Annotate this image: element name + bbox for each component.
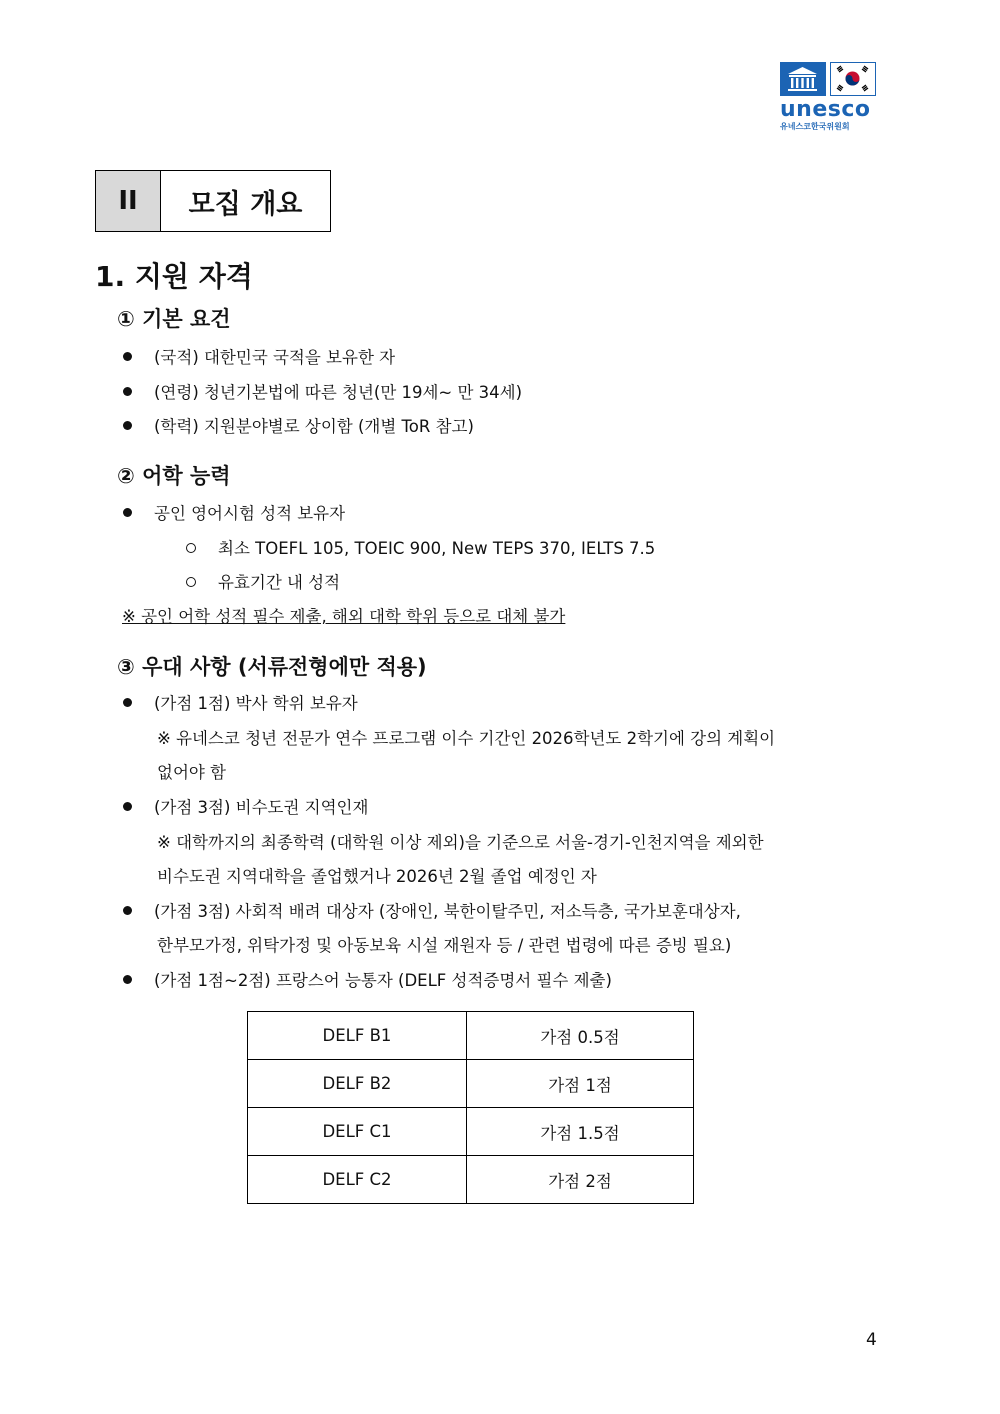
table-cell: 가점 0.5점: [467, 1012, 694, 1060]
section-title: 모집 개요: [188, 188, 303, 220]
sub-list-item: [186, 535, 655, 559]
list-item: [123, 967, 612, 991]
bullet-icon: [123, 421, 132, 430]
list-item: [123, 794, 368, 818]
bullet-icon: [123, 975, 132, 984]
bullet-icon: [123, 906, 132, 915]
circle-bullet-icon: [186, 543, 196, 553]
sub-list-item-text: 최소 TOEFL 105, TOEIC 900, New TEPS 370, IELTS 7.5: [218, 539, 656, 558]
bullet-icon: [123, 352, 132, 361]
list-item: [123, 690, 358, 714]
table-row: [248, 1108, 694, 1156]
table-row: [248, 1156, 694, 1204]
list-item-text: (국적) 대한민국 국적을 보유한 자: [154, 348, 396, 367]
section-header: [95, 170, 331, 232]
note-line: ※ 대학까지의 최종학력 (대학원 이상 제외)을 기준으로 서울-경기-인천지역을 제외한: [157, 833, 764, 852]
note-line: 한부모가정, 위탁가정 및 아동보육 시설 재원자 등 / 관련 법령에 따른 증빙 필요): [157, 936, 732, 955]
sub-list-item: [186, 569, 340, 593]
note-line: 없어야 함: [157, 763, 227, 782]
bullet-icon: [123, 508, 132, 517]
list-item-text: (학력) 지원분야별로 상이함 (개별 ToR 참고): [154, 417, 474, 436]
list-item-text: (가점 3점) 비수도권 지역인재: [154, 798, 369, 817]
table-row: [248, 1060, 694, 1108]
unesco-temple-icon: [780, 62, 826, 96]
list-item: [123, 344, 395, 368]
circle-bullet-icon: [186, 577, 196, 587]
note-line: ※ 유네스코 청년 전문가 연수 프로그램 이수 기간인 2026학년도 2학기에 강의 계획이: [157, 729, 776, 748]
logo-wordmark: unesco: [780, 97, 871, 122]
korea-flag-icon: [830, 62, 876, 96]
bullet-icon: [123, 387, 132, 396]
list-item-text: (연령) 청년기본법에 따른 청년(만 19세~ 만 34세): [154, 383, 523, 402]
heading-language: ② 어학 능력: [117, 464, 231, 488]
language-note: ※ 공인 어학 성적 필수 제출, 해외 대학 학위 등으로 대체 불가: [122, 607, 566, 626]
heading-basic-requirements: ① 기본 요건: [117, 307, 231, 331]
table-cell: 가점 1점: [467, 1060, 694, 1108]
list-item: [123, 413, 474, 437]
unesco-logo: [780, 62, 876, 132]
logo-subtitle: 유네스코한국위원회: [780, 122, 850, 131]
note-line: 비수도권 지역대학을 졸업했거나 2026년 2월 졸업 예정인 자: [157, 867, 597, 886]
delf-table: [247, 1011, 694, 1204]
sub-list-item-text: 유효기간 내 성적: [218, 573, 341, 592]
bullet-icon: [123, 698, 132, 707]
table-cell: DELF B2: [248, 1060, 467, 1108]
list-item-text: (가점 1점~2점) 프랑스어 능통자 (DELF 성적증명서 필수 제출): [154, 971, 612, 990]
table-cell: 가점 1.5점: [467, 1108, 694, 1156]
list-item-text: 공인 영어시험 성적 보유자: [154, 504, 346, 523]
list-item: [123, 379, 522, 403]
table-cell: DELF C2: [248, 1156, 467, 1204]
list-item: [123, 898, 741, 922]
table-cell: DELF B1: [248, 1012, 467, 1060]
bullet-icon: [123, 802, 132, 811]
table-cell: DELF C1: [248, 1108, 467, 1156]
section-number: II: [96, 171, 161, 231]
table-cell: 가점 2점: [467, 1156, 694, 1204]
heading-eligibility: 1. 지원 자격: [95, 260, 253, 293]
list-item: [123, 500, 345, 524]
list-item-text: (가점 1점) 박사 학위 보유자: [154, 694, 358, 713]
heading-bonus: ③ 우대 사항 (서류전형에만 적용): [117, 655, 427, 679]
list-item-text: (가점 3점) 사회적 배려 대상자 (장애인, 북한이탈주민, 저소득층, 국가보훈대상자,: [154, 902, 741, 921]
table-row: [248, 1012, 694, 1060]
page-number: 4: [866, 1330, 877, 1350]
